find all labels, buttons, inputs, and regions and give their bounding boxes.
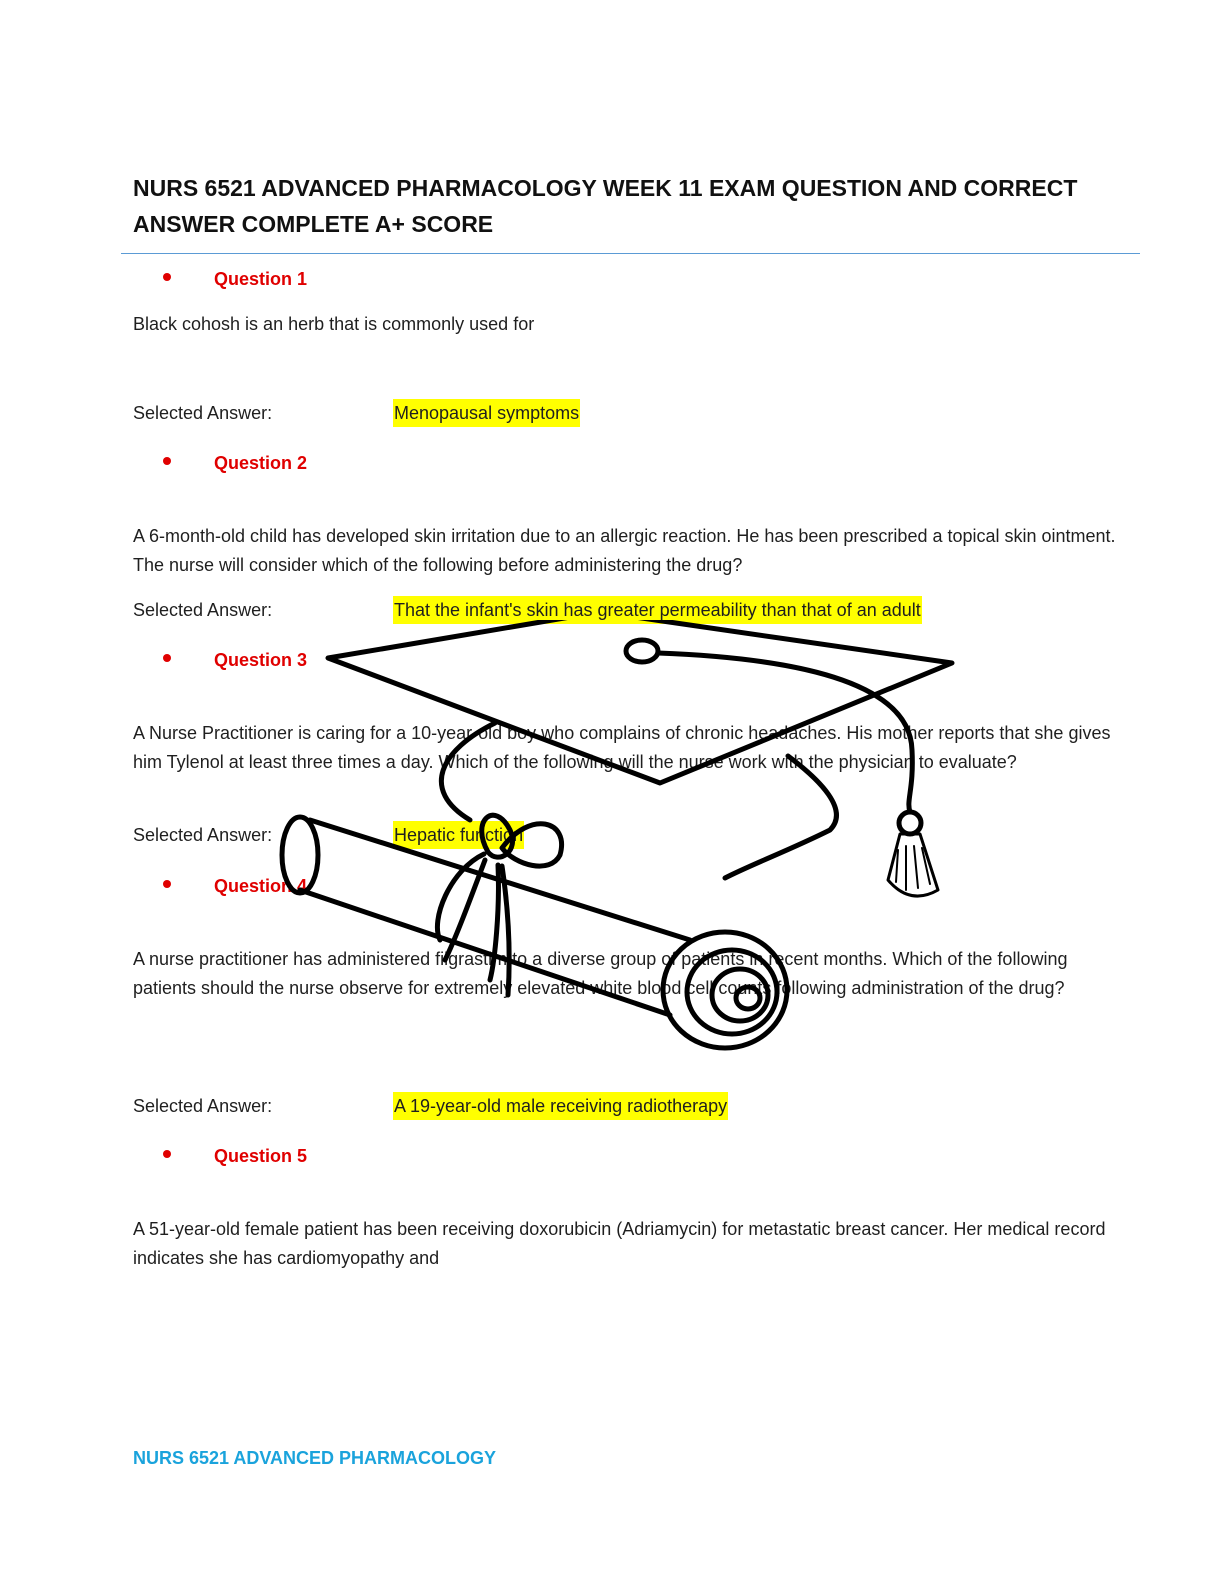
question-1-answer: Menopausal symptoms xyxy=(393,399,580,427)
document-title: NURS 6521 ADVANCED PHARMACOLOGY WEEK 11 EXAM QUESTION AND CORRECT ANSWER COMPLETE A+ SCORE xyxy=(133,175,1078,237)
question-3-answer: Hepatic function xyxy=(393,821,524,849)
question-4-text: A nurse practitioner has administered filgrastim to a diverse group of patients in recent months. Which of the following patients should the nurse observe for extremely elevated white blood cell counts following administration of the drug? xyxy=(133,949,1068,998)
question-3-text: A Nurse Practitioner is caring for a 10-year-old boy who complains of chronic headaches. His mother reports that she gives him Tylenol at least three times a day. Which of the following will the nurse work with the physician to evaluate? xyxy=(133,723,1111,772)
question-3-answer-label: Selected Answer: xyxy=(133,825,273,845)
question-1-label: Question 1 xyxy=(214,269,308,289)
page-footer: NURS 6521 ADVANCED PHARMACOLOGY xyxy=(133,1448,497,1468)
question-1-text: Black cohosh is an herb that is commonly used for xyxy=(133,314,535,334)
question-2-label: Question 2 xyxy=(214,453,308,473)
bullet-icon xyxy=(163,1150,171,1158)
bullet-icon xyxy=(163,880,171,888)
question-2-text: A 6-month-old child has developed skin irritation due to an allergic reaction. He has been prescribed a topical skin ointment. The nurse will consider which of the following before administering the drug? xyxy=(133,526,1116,575)
question-1-answer-label: Selected Answer: xyxy=(133,403,273,423)
bullet-icon xyxy=(163,273,171,281)
question-3-label: Question 3 xyxy=(214,650,308,670)
question-2-answer: That the infant's skin has greater permeability than that of an adult xyxy=(393,596,922,624)
question-4-label: Question 4 xyxy=(214,876,308,896)
question-5-label: Question 5 xyxy=(214,1146,308,1166)
question-4-answer-label: Selected Answer: xyxy=(133,1096,273,1116)
title-divider xyxy=(121,253,1140,254)
bullet-icon xyxy=(163,457,171,465)
question-2-answer-label: Selected Answer: xyxy=(133,600,273,620)
bullet-icon xyxy=(163,654,171,662)
question-5-text: A 51-year-old female patient has been receiving doxorubicin (Adriamycin) for metastatic breast cancer. Her medical record indicates she has cardiomyopathy and xyxy=(133,1219,1106,1268)
question-4-answer: A 19-year-old male receiving radiotherapy xyxy=(393,1092,728,1120)
